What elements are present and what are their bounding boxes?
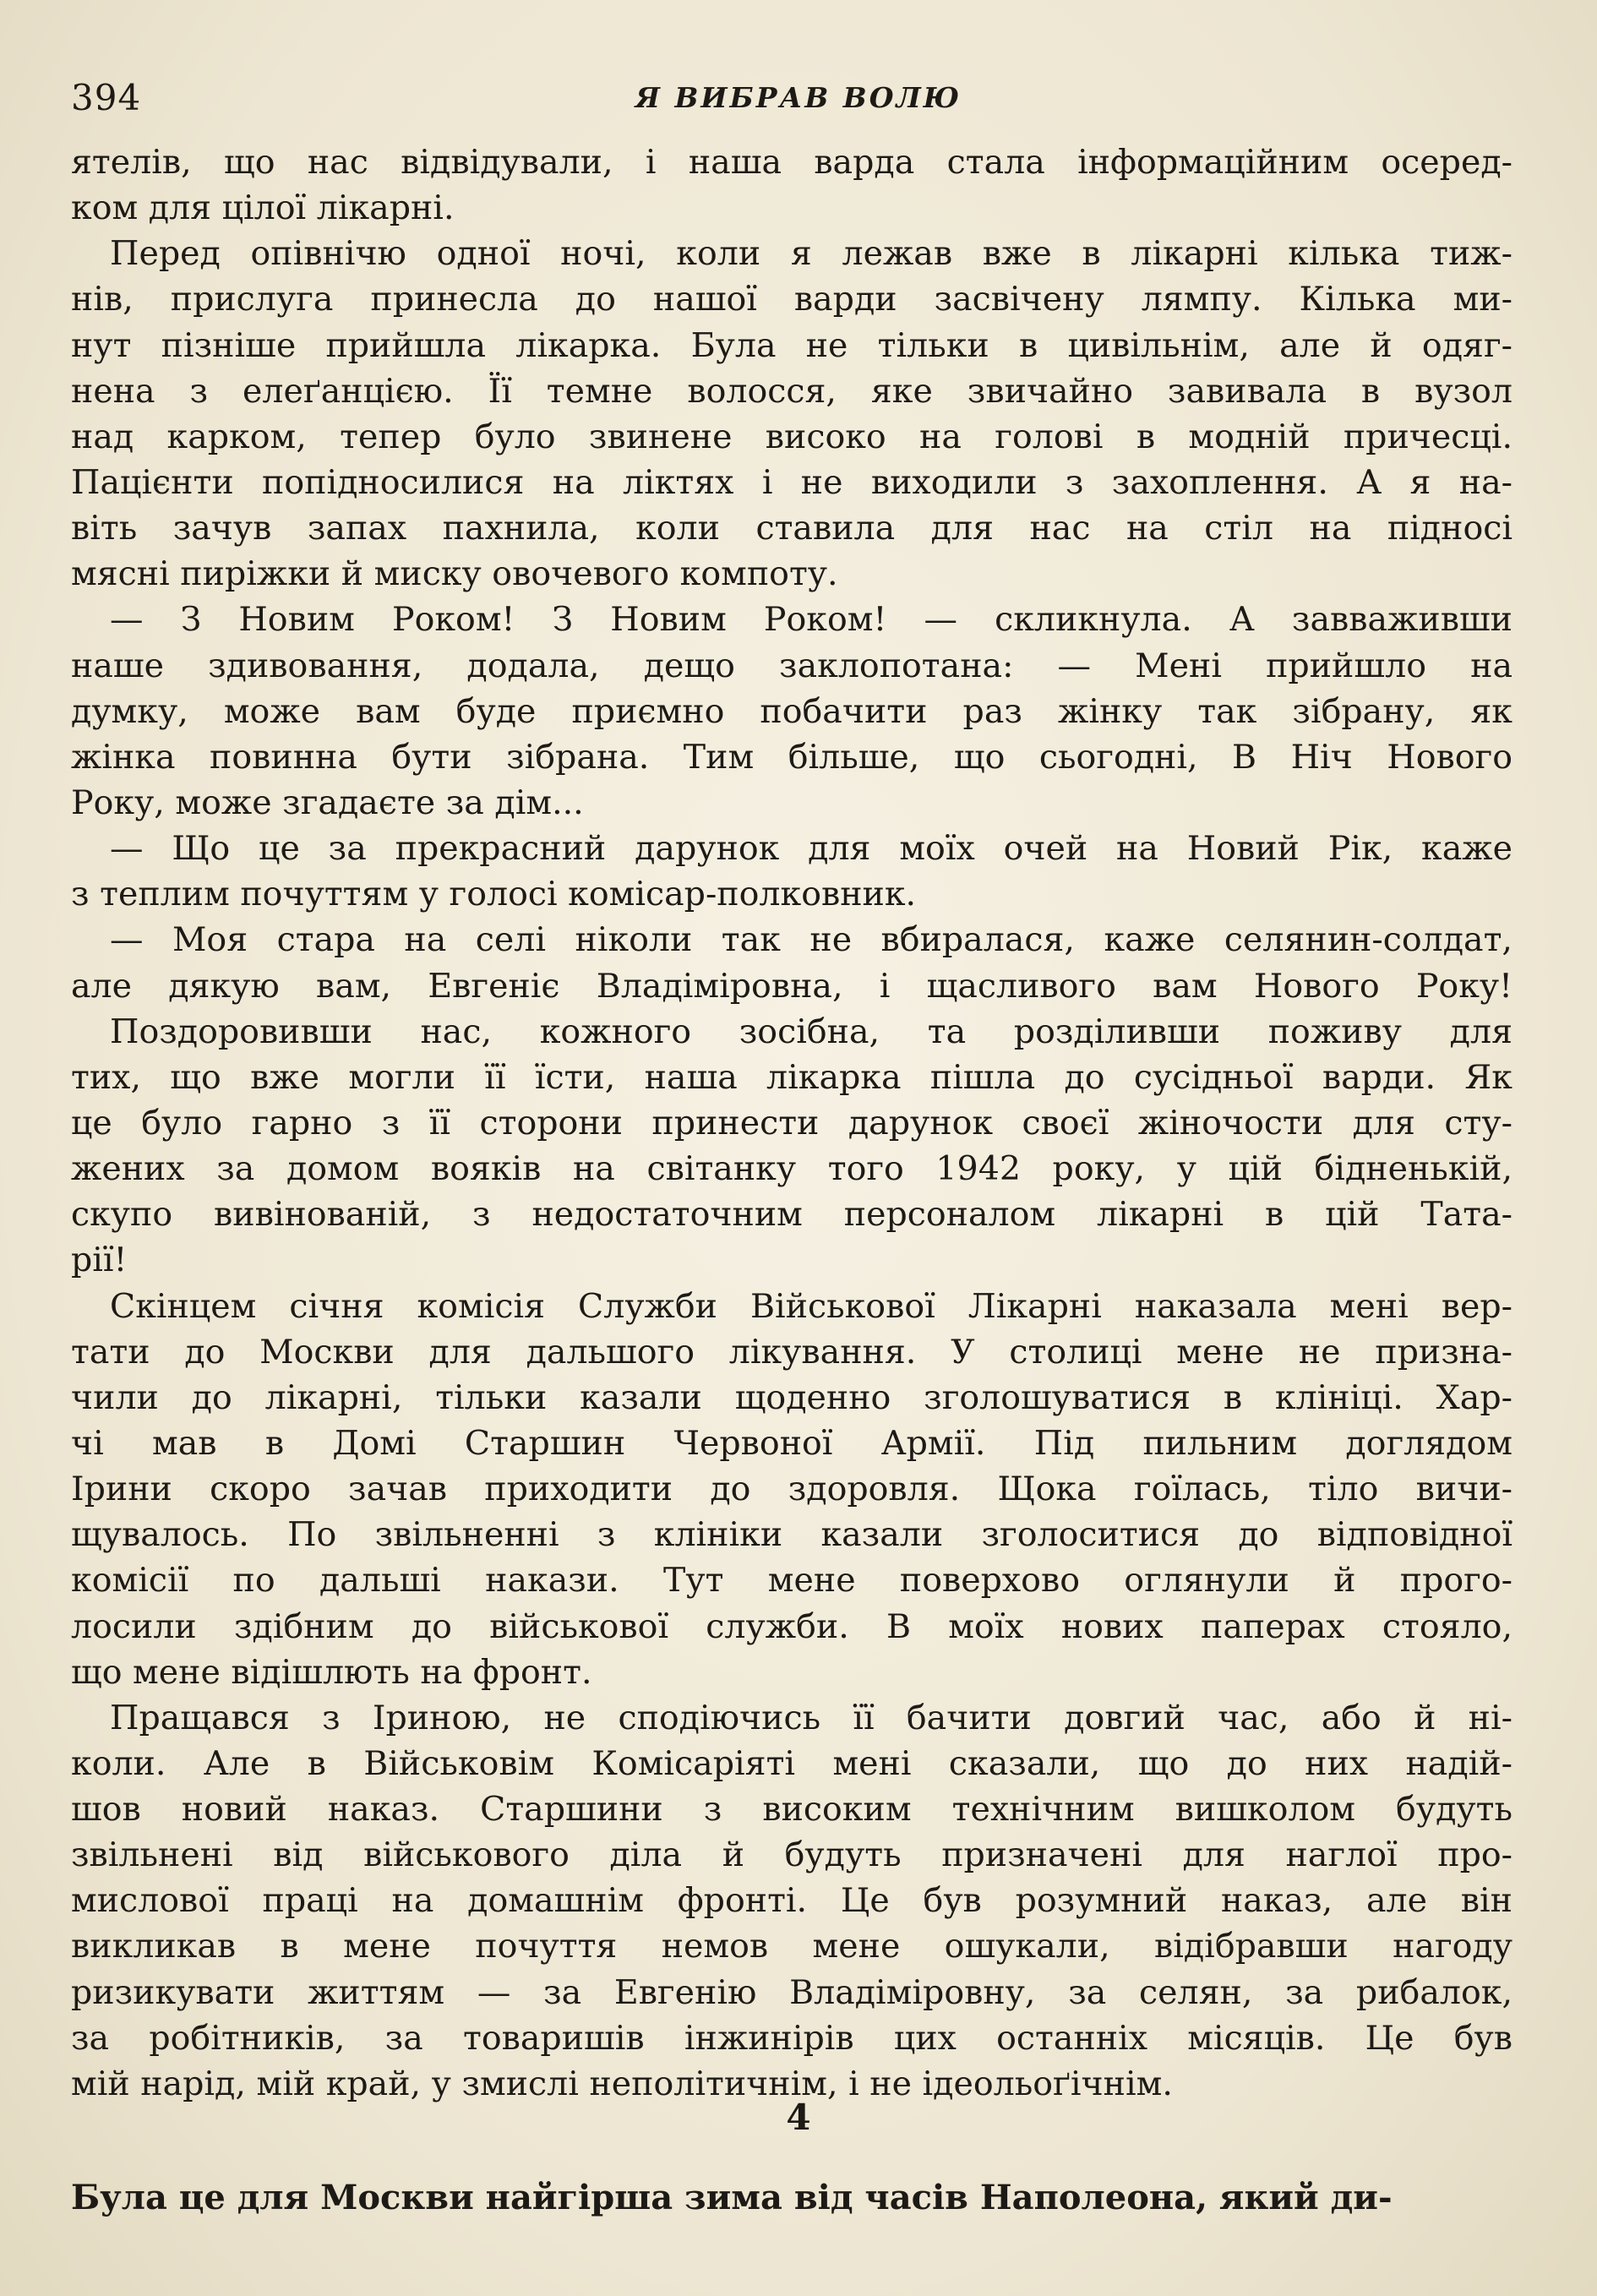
text-line: за робітників, за товаришів інжинірів цих останніх місяців. Це був	[71, 2018, 1513, 2058]
paragraph	[71, 1009, 1513, 1284]
text-line: лосили здібним до військової служби. В моїх нових паперах стояло,	[71, 1606, 1513, 1646]
text-line: що мене відішлють на фронт.	[71, 1652, 592, 1692]
text-line: нут пізніше прийшла лікарка. Була не тільки в цивільнім, але й одяг-	[71, 325, 1513, 365]
text-line: шов новий наказ. Старшини з високим технічним вишколом будуть	[71, 1790, 1513, 1830]
text-line: Перед опівнічю одної ночі, коли я лежав вже в лікарні кілька тиж-	[110, 234, 1513, 274]
text-line: віть зачув запах пахнила, коли ставила для нас на стіл на підносі	[71, 509, 1513, 548]
text-line: Скінцем січня комісія Служби Військової Лікарні наказала мені вер-	[110, 1286, 1513, 1326]
text-line: Пращався з Іриною, не сподіючись її бачити довгий час, або й ні-	[110, 1698, 1513, 1737]
text-line: ризикувати життям — за Евгенію Владіміровну, за селян, за рибалок,	[71, 1972, 1513, 2012]
text-line: тих, що вже могли її їсти, наша лікарка пішла до сусідньої варди. Як	[71, 1057, 1513, 1097]
text-line: Року, може згадаєте за дім...	[71, 783, 584, 822]
text-line: це було гарно з її сторони принести дарунок своєї жіночости для сту-	[71, 1103, 1513, 1143]
text-line: мислової праці на домашнім фронті. Це був розумний наказ, але він	[71, 1881, 1513, 1921]
text-line: — Моя стара на селі ніколи так не вбиралася, каже селянин-солдат,	[110, 920, 1513, 960]
paragraph	[71, 597, 1513, 826]
text-line: жених за домом вояків на світанку того 1942 року, у цій бідненькій,	[71, 1149, 1513, 1189]
paragraph	[71, 1284, 1513, 1695]
paragraph	[71, 826, 1513, 917]
text-line: скупо вивінованій, з недостаточним персоналом лікарні в цій Тата-	[71, 1195, 1513, 1235]
text-line: чі мав в Домі Старшин Червоної Армії. Під пильним доглядом	[71, 1423, 1513, 1463]
text-line: тати до Москви для дальшого лікування. У столиці мене не призна-	[71, 1332, 1513, 1372]
text-line: нена з елеґанцією. Її темне волосся, яке звичайно завивала в вузол	[71, 371, 1513, 411]
text-line: викликав в мене почуття немов мене ошукали, відібравши нагоду	[71, 1927, 1513, 1966]
text-line: нів, прислуга принесла до нашої варди засвічену лямпу. Кілька ми-	[71, 280, 1513, 319]
text-line: чили до лікарні, тільки казали щоденно зголошуватися в клініці. Хар-	[71, 1377, 1513, 1417]
text-line: мясні пиріжки й миску овочевого компоту.	[71, 554, 838, 594]
section-number: 4	[786, 2097, 811, 2138]
running-title: Я ВИБРАВ ВОЛЮ	[635, 81, 962, 114]
text-line: Поздоровивши нас, кожного зосібна, та розділивши поживу для	[110, 1012, 1513, 1051]
text-line: ком для цілої лікарні.	[71, 188, 455, 228]
text-line: — З Новим Роком! З Новим Роком! — скликнула. А завваживши	[110, 600, 1513, 640]
paragraph	[71, 231, 1513, 597]
paragraph	[71, 139, 1513, 231]
paragraph	[71, 917, 1513, 1008]
text-line: ятелів, що нас відвідували, і наша варда стала інформаційним осеред-	[71, 143, 1513, 182]
text-line: — Що це за прекрасний дарунок для моїх очей на Новий Рік, каже	[110, 829, 1513, 869]
text-line: рії!	[71, 1241, 128, 1280]
text-line: думку, може вам буде приємно побачити раз жінку так зібрану, як	[71, 691, 1513, 731]
text-line: над карком, тепер було звинене високо на голові в модній причесці.	[71, 417, 1513, 456]
text-line: комісії по дальші накази. Тут мене поверхово оглянули й прого-	[71, 1561, 1513, 1601]
page-number: 394	[71, 77, 142, 118]
text-line: мій нарід, мій край, у змислі неполітичнім, і не ідеольоґічнім.	[71, 2064, 1173, 2103]
text-line: коли. Але в Військовім Комісаріяті мені сказали, що до них надій-	[71, 1743, 1513, 1783]
body-text	[71, 139, 1513, 2107]
paragraph	[71, 1695, 1513, 2107]
section-opening-line: Була це для Москви найгірша зима від часів Наполеона, який ди-	[71, 2178, 1393, 2217]
text-line: щувалось. По звільненні з клініки казали зголоситися до відповідної	[71, 1515, 1513, 1555]
text-line: звільнені від військового діла й будуть призначені для наглої про-	[71, 1835, 1513, 1875]
text-line: Ірини скоро зачав приходити до здоровля. Щока гоїлась, тіло вичи-	[71, 1470, 1513, 1509]
text-line: з теплим почуттям у голосі комісар-полковник.	[71, 875, 917, 914]
text-line: наше здивовання, додала, дещо заклопотана: — Мені прийшло на	[71, 646, 1513, 685]
text-line: Пацієнти попідносилися на ліктях і не виходили з захоплення. А я на-	[71, 462, 1513, 502]
text-line: але дякую вам, Евгеніє Владіміровна, і щасливого вам Нового Року!	[71, 966, 1513, 1006]
text-line: жінка повинна бути зібрана. Тим більше, що сьогодні, В Ніч Нового	[71, 737, 1513, 777]
